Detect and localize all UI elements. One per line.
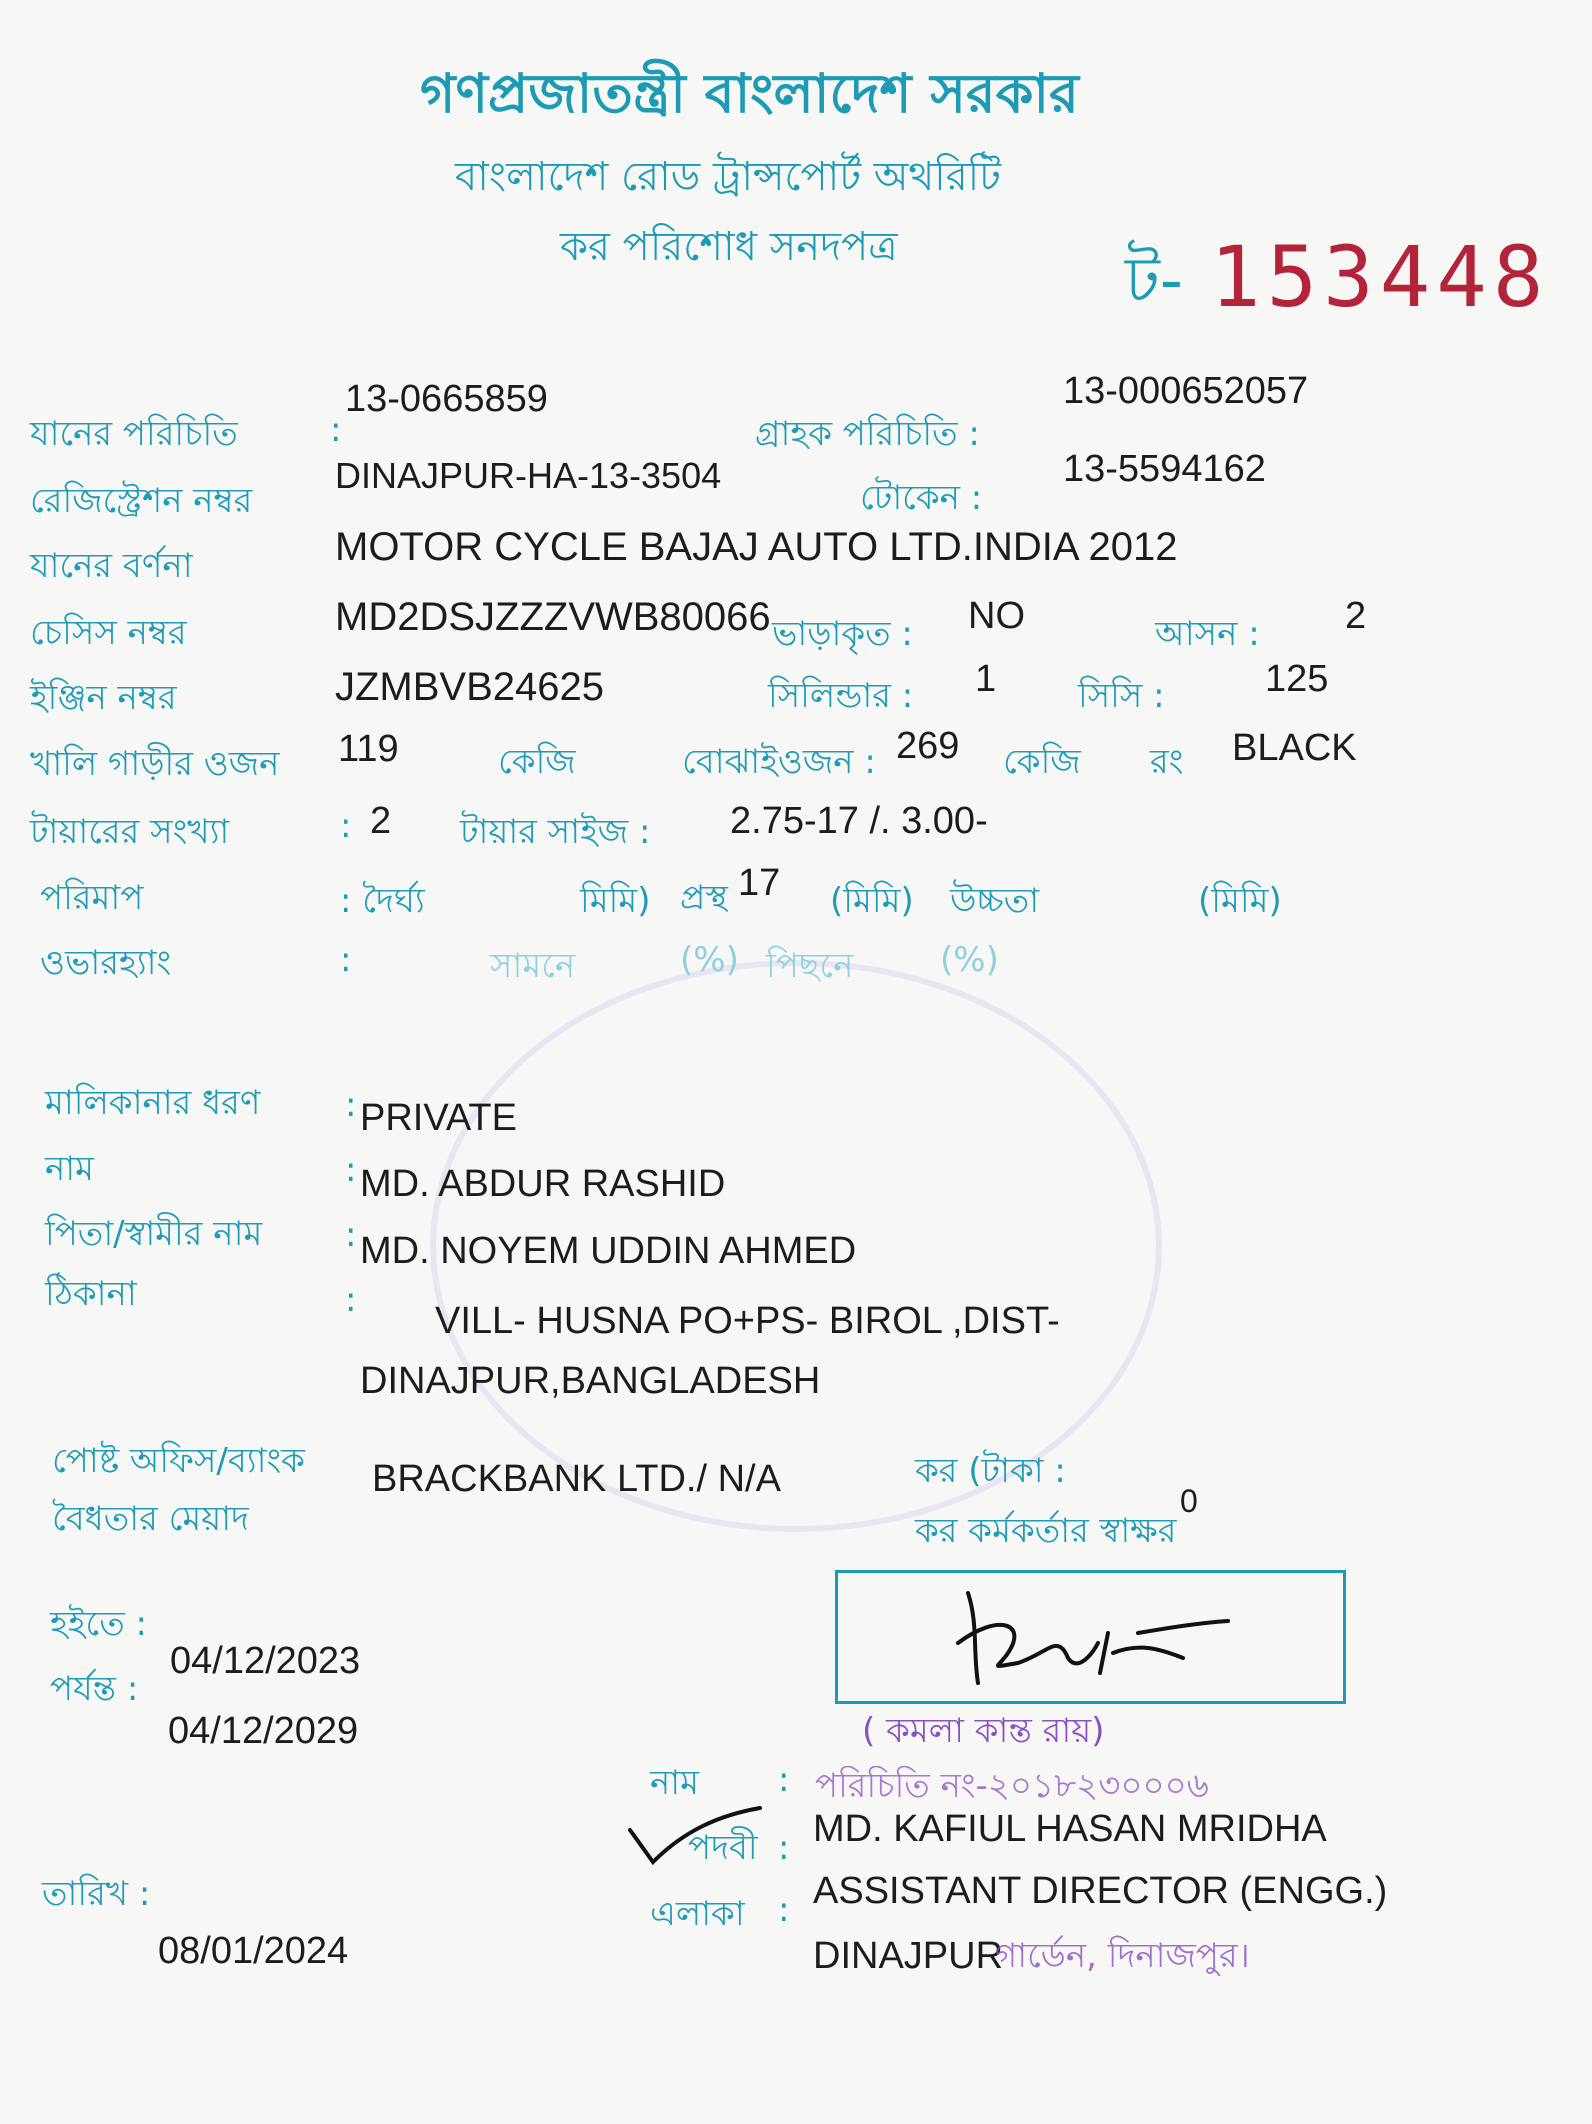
engine-label: ইঞ্জিন নম্বর — [30, 678, 177, 718]
seal-id-line: পরিচিতি নং-২০১৮২৩০০০৬ — [815, 1766, 1209, 1806]
tyres-label: টায়ারের সংখ্যা — [30, 812, 230, 852]
serial-number: 153448 — [1210, 228, 1550, 326]
dimension-label: পরিমাপ — [40, 878, 144, 918]
percent-label: (%) — [680, 940, 739, 980]
name-label: নাম — [45, 1149, 95, 1189]
from-date-value: 04/12/2023 — [170, 1640, 361, 1682]
officer-area-value: DINAJPUR — [813, 1935, 1004, 1977]
mm-label: (মিমি) — [1198, 881, 1282, 921]
cylinder-label: সিলিন্ডার : — [768, 676, 914, 716]
laden-weight-label: বোঝাইওজন : — [682, 742, 876, 782]
registration-value: DINAJPUR-HA-13-3504 — [335, 455, 722, 496]
cylinder-value: 1 — [975, 658, 997, 700]
officer-name-value: MD. KAFIUL HASAN MRIDHA — [813, 1808, 1327, 1850]
officer-area-label: এলাকা — [650, 1894, 745, 1934]
height-label: উচ্চতা — [950, 881, 1040, 921]
seats-value: 2 — [1345, 595, 1367, 637]
color-value: BLACK — [1232, 727, 1357, 769]
registration-label: রেজিস্ট্রেশন নম্বর — [30, 481, 253, 521]
colon: : — [778, 1890, 790, 1930]
certificate-title: কর পরিশোধ সনদপত্র — [560, 224, 898, 270]
mm-label: মিমি) — [580, 881, 651, 921]
customer-id-label: গ্রাহক পরিচিতি : — [755, 414, 980, 454]
width-value: 17 — [738, 862, 781, 904]
bank-label: পোষ্ট অফিস/ব্যাংক — [52, 1441, 305, 1481]
token-label: টোকেন : — [860, 478, 983, 518]
to-date-label: পর্যন্ত : — [50, 1669, 139, 1709]
ownership-label: মালিকানার ধরণ — [45, 1083, 261, 1123]
address-line-2: DINAJPUR,BANGLADESH — [360, 1360, 821, 1402]
tax-officer-signature-label: কর কর্মকর্তার স্বাক্ষর — [915, 1511, 1177, 1551]
seal-address-line: গার্ডেন, দিনাজপুর। — [995, 1936, 1250, 1976]
length-label: : দৈর্ঘ্য — [340, 881, 425, 921]
father-name-value: MD. NOYEM UDDIN AHMED — [360, 1230, 857, 1272]
hired-value: NO — [968, 595, 1025, 637]
signature-scribble — [838, 1573, 1343, 1701]
color-label: রং — [1150, 742, 1184, 782]
colon: : — [330, 410, 342, 450]
issue-date-value: 08/01/2024 — [158, 1930, 349, 1972]
chassis-label: চেসিস নম্বর — [30, 613, 187, 653]
colon: : — [345, 1215, 357, 1255]
front-label: সামনে — [490, 946, 576, 986]
tax-amount-value: 0 — [1180, 1483, 1198, 1519]
colon: : — [340, 940, 352, 980]
width-label: প্রস্থ — [680, 878, 728, 918]
vehicle-id-label: যানের পরিচিতি — [30, 414, 238, 454]
colon: : — [345, 1150, 357, 1190]
laden-weight-value: 269 — [896, 725, 960, 767]
kg-label: কেজি — [498, 742, 576, 782]
tyre-size-label: টায়ার সাইজ : — [460, 812, 651, 852]
check-mark — [625, 1800, 765, 1870]
officer-name-label: নাম — [650, 1763, 700, 1803]
vehicle-id-value: 13-0665859 — [345, 378, 548, 420]
colon: : — [345, 1085, 357, 1125]
tyres-value: 2 — [370, 800, 392, 842]
owner-name-value: MD. ABDUR RASHID — [360, 1163, 726, 1205]
kg-label: কেজি — [1003, 742, 1081, 782]
cc-value: 125 — [1265, 658, 1329, 700]
percent-label: (%) — [940, 940, 999, 980]
cc-label: সিসি : — [1078, 676, 1165, 716]
rear-label: পিছনে — [766, 946, 854, 986]
colon: : — [778, 1828, 790, 1868]
token-value: 13-5594162 — [1063, 448, 1266, 490]
unladen-weight-label: খালি গাড়ীর ওজন — [30, 744, 280, 784]
ownership-value: PRIVATE — [360, 1097, 517, 1139]
description-value: MOTOR CYCLE BAJAJ AUTO LTD.INDIA 2012 — [335, 525, 1178, 569]
tax-amount-label: কর (টাকা : — [915, 1451, 1066, 1491]
hired-label: ভাড়াকৃত : — [772, 614, 913, 654]
overhang-label: ওভারহ্যাং — [40, 943, 172, 983]
to-date-value: 04/12/2029 — [168, 1710, 359, 1752]
signatory-stamp-name: ( কমলা কান্ত রায়) — [862, 1711, 1105, 1751]
tyre-size-value: 2.75-17 /. 3.00- — [730, 800, 988, 842]
engine-value: JZMBVB24625 — [335, 665, 605, 709]
colon: : — [340, 806, 352, 846]
address-line-1: VILL- HUSNA PO+PS- BIROL ,DIST- — [435, 1300, 1060, 1342]
unladen-weight-value: 119 — [338, 728, 399, 770]
mm-label: (মিমি) — [830, 881, 914, 921]
officer-designation-label: পদবী — [688, 1828, 758, 1868]
colon: : — [778, 1760, 790, 1800]
signature-box — [835, 1570, 1346, 1704]
seats-label: আসন : — [1155, 614, 1260, 654]
colon: : — [345, 1280, 357, 1320]
from-date-label: হইতে : — [50, 1604, 147, 1644]
validity-label: বৈধতার মেয়াদ — [52, 1499, 250, 1539]
address-label: ঠিকানা — [45, 1274, 137, 1314]
authority-title: বাংলাদেশ রোড ট্রান্সপোর্ট অথরিটি — [455, 154, 1001, 200]
description-label: যানের বর্ণনা — [30, 546, 193, 586]
issue-date-label: তারিখ : — [42, 1874, 151, 1914]
serial-prefix: ট- — [1125, 244, 1183, 318]
bank-value: BRACKBANK LTD./ N/A — [372, 1458, 781, 1500]
government-title: গণপ্রজাতন্ত্রী বাংলাদেশ সরকার — [420, 62, 1079, 125]
chassis-value: MD2DSJZZZVWB80066 — [335, 595, 771, 639]
officer-designation-value: ASSISTANT DIRECTOR (ENGG.) — [813, 1870, 1388, 1912]
father-name-label: পিতা/স্বামীর নাম — [45, 1214, 263, 1254]
customer-id-value: 13-000652057 — [1063, 370, 1309, 412]
